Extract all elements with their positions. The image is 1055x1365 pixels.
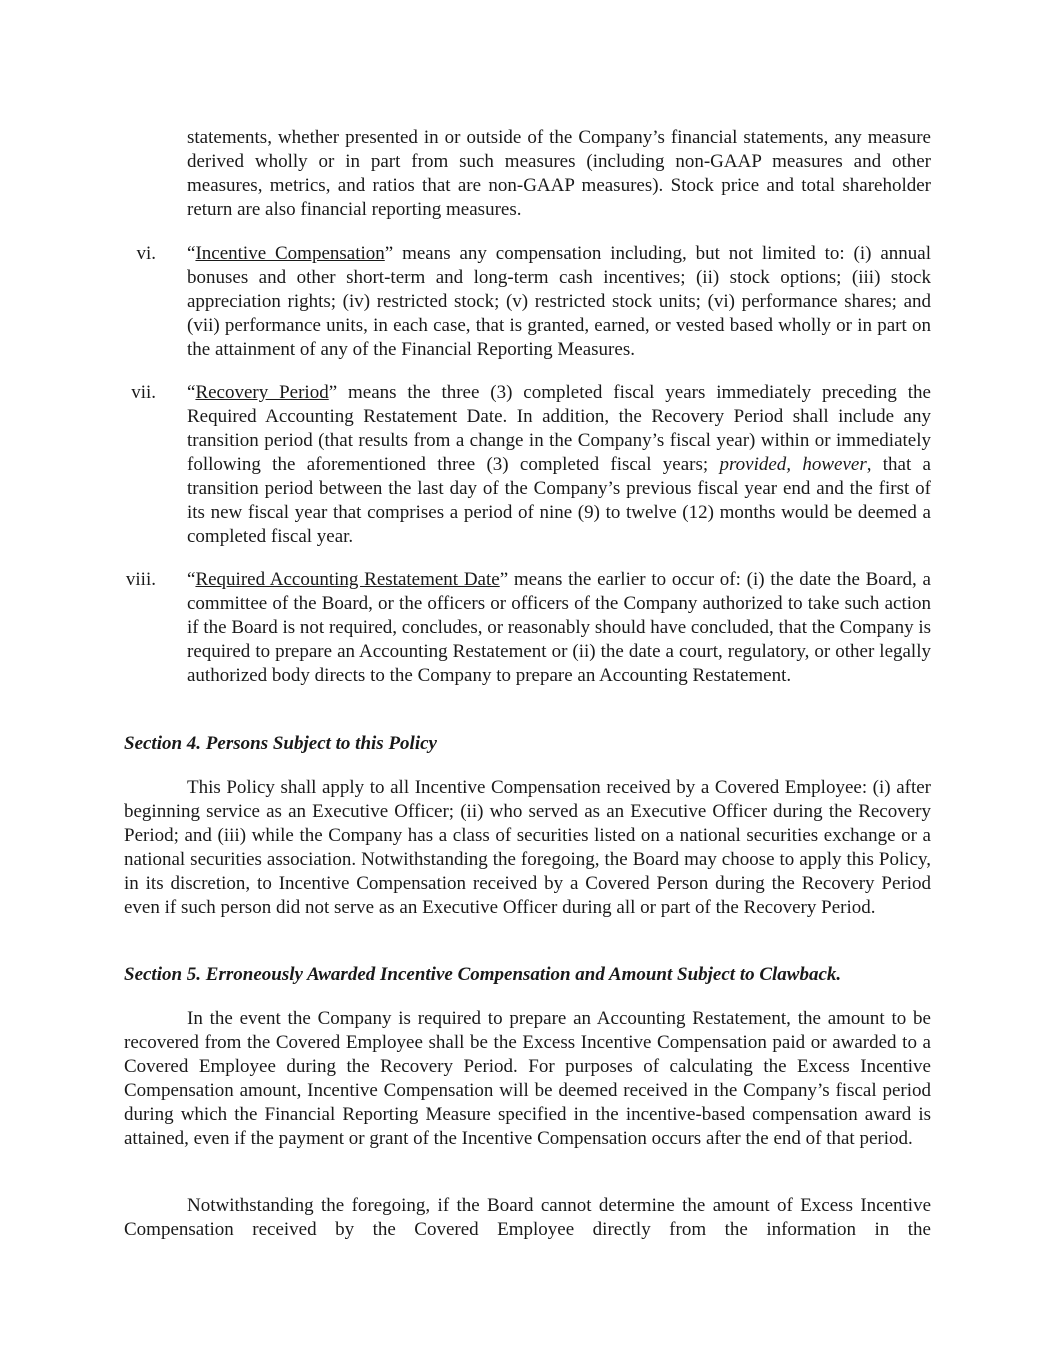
definition-required-accounting-restatement-date — [187, 568, 931, 688]
item-number-viii: viii. — [125, 569, 156, 590]
item-number-vi: vi. — [136, 243, 156, 264]
defined-term: Recovery Period — [195, 382, 329, 403]
open-quote: “ — [187, 382, 196, 403]
open-quote: “ — [187, 243, 196, 264]
definition-body: ” means the earlier to occur of: (i) the date the Board, a committee of the Board, or the officers or officers of the Company authorized to take such action if the Board is not required, concludes, or reasonably should have concluded, that the Company is required to prepare an Accounting Restatement or (ii) the date a court, regulatory, or other legally authorized body directs to the Company to prepare an Accounting Restatement. — [187, 569, 931, 686]
item-number-vii: vii. — [131, 382, 156, 403]
definition-body-cont: , that a transition period between the last day of the Company’s previous fiscal year end and the first of its new fiscal year that comprises a period of nine (9) to twelve (12) months would be deemed a completed fiscal year. — [187, 454, 931, 547]
definition-body: ” means any compensation including, but not limited to: (i) annual bonuses and other short-term and long-term cash incentives; (ii) stock options; (iii) stock appreciation rights; (iv) restricted stock; (v) restricted stock units; (vi) performance shares; and (vii) performance units, in each case, that is granted, earned, or vested based wholly or in part on the attainment of any of the Financial Reporting Measures. — [187, 243, 931, 360]
section-4-body: This Policy shall apply to all Incentive Compensation received by a Covered Employee: (i) after beginning service as an Executive Officer; (ii) who served as an Executive Officer during the Recovery Period; and (iii) while the Company has a class of securities listed on a national securities exchange or a national securities association. Notwithstanding the foregoing, the Board may choose to apply this Policy, in its discretion, to Incentive Compensation received by a Covered Person during the Recovery Period even if such person did not serve as an Executive Officer during all or part of the Recovery Period. — [124, 777, 931, 918]
section-5-body-1: In the event the Company is required to prepare an Accounting Restatement, the amount to be recovered from the Covered Employee shall be the Excess Incentive Compensation paid or awarded to a Covered Employee during the Recovery Period. For purposes of calculating the Excess Incentive Compensation amount, Incentive Compensation will be deemed received in the Company’s fiscal period during which the Financial Reporting Measure specified in the incentive-based compensation award is attained, even if the payment or grant of the Incentive Compensation occurs after the end of that period. — [124, 1008, 931, 1149]
definition-body: ” means the three (3) completed fiscal years immediately preceding the Required Accounting Restatement Date. In addition, the Recovery Period shall include any transition period (that results from a change in the Company’s fiscal year) within or immediately following the aforementioned three (3) completed fiscal years; — [187, 382, 931, 475]
open-quote: “ — [187, 569, 196, 590]
section-4-heading: Section 4. Persons Subject to this Policy — [124, 733, 437, 754]
section-5-heading: Section 5. Erroneously Awarded Incentive Compensation and Amount Subject to Clawback. — [124, 964, 842, 985]
section-5-body-2: Notwithstanding the foregoing, if the Board cannot determine the amount of Excess Incentive Compensation received by the Covered Employee directly from the information in the — [124, 1195, 931, 1240]
italic-proviso: provided, however — [719, 454, 867, 475]
defined-term: Incentive Compensation — [195, 243, 385, 264]
defined-term: Required Accounting Restatement Date — [195, 569, 500, 590]
definition-v-continuation: statements, whether presented in or outside of the Company’s financial statements, any measure derived wholly or in part from such measures (including non-GAAP measures and other measures, metrics, and ratios that are non-GAAP measures). Stock price and total shareholder return are also financial reporting measures. — [187, 127, 931, 220]
definition-incentive-compensation — [187, 242, 931, 362]
definition-recovery-period — [187, 381, 931, 549]
